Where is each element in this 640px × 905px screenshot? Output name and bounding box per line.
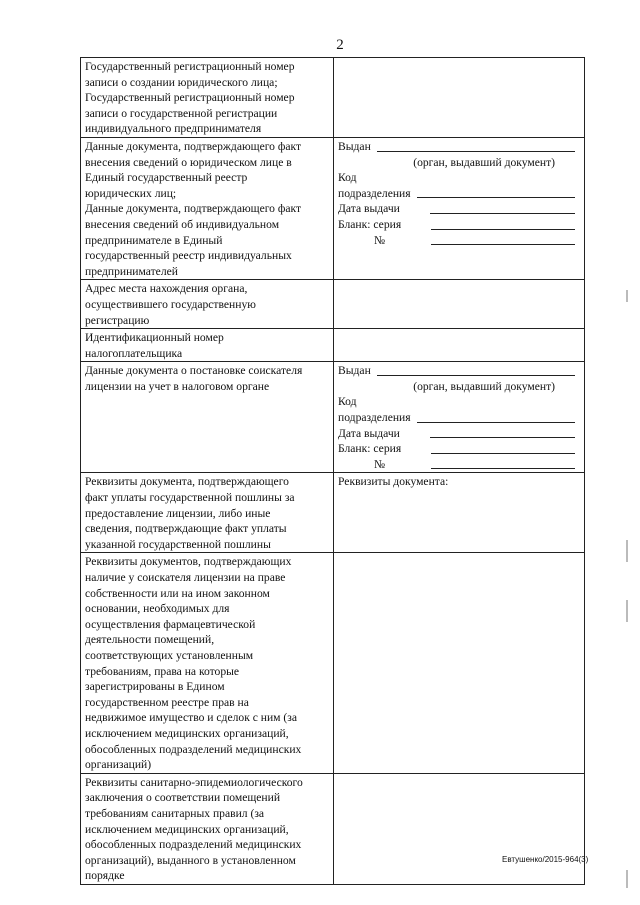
- issue-date-label: Дата выдачи: [338, 202, 400, 216]
- code-label: Код: [338, 395, 357, 409]
- text-line: недвижимое имущество и сделок с ним (за: [85, 711, 297, 725]
- row-state-fee: [81, 473, 585, 553]
- text-line: сведения, подтверждающие факт уплаты: [85, 522, 287, 536]
- issued-label: Выдан: [338, 139, 371, 153]
- division-label: подразделения: [338, 186, 411, 200]
- text-line: регистрацию: [85, 313, 150, 327]
- text-line: Данные документа, подтверждающего факт: [85, 202, 302, 216]
- taxpayer-id-field[interactable]: [334, 329, 585, 362]
- row-registration-number: [81, 58, 585, 138]
- issue-date-input[interactable]: [430, 436, 575, 438]
- form-series-input[interactable]: [431, 228, 575, 230]
- text-line: факт уплаты государственной пошлины за: [85, 491, 295, 505]
- issuer-caption: (орган, выдавший документ): [413, 155, 555, 169]
- division-code-input[interactable]: [417, 196, 575, 198]
- scan-margin-mark: [626, 870, 628, 888]
- text-line: обособленных подразделений медицинских: [85, 742, 302, 756]
- tax-registration-label: [81, 362, 334, 473]
- text-line: деятельности помещений,: [85, 633, 215, 647]
- text-line: организаций), выданного в установленном: [85, 853, 296, 867]
- state-fee-field[interactable]: [334, 473, 585, 553]
- text-line: Реквизиты документа, подтверждающего: [85, 475, 289, 489]
- text-line: налогоплательщика: [85, 346, 183, 360]
- text-line: осуществления фармацевтической: [85, 617, 256, 631]
- text-line: лицензии на учет в налоговом органе: [85, 379, 270, 393]
- row-tax-registration: [81, 362, 585, 473]
- text-line: требованиям, права на которые: [85, 664, 240, 678]
- code-label: Код: [338, 171, 357, 185]
- division-code-input[interactable]: [417, 421, 575, 423]
- text-line: Государственный регистрационный номер: [85, 60, 295, 73]
- premises-rights-label: [81, 553, 334, 773]
- row-taxpayer-id: [81, 329, 585, 362]
- text-line: заключения о соответствии помещений: [85, 791, 281, 805]
- authority-address-field[interactable]: [334, 280, 585, 329]
- authority-address-label: [81, 280, 334, 329]
- text-line: основании, необходимых для: [85, 602, 230, 616]
- text-line: записи о создании юридического лица;: [85, 75, 278, 89]
- text-line: Идентификационный номер: [85, 331, 224, 345]
- text-line: предоставление лицензии, либо иные: [85, 506, 271, 520]
- issue-date-input[interactable]: [430, 212, 575, 214]
- registration-number-label: [81, 58, 334, 138]
- text-line: Государственный регистрационный номер: [85, 91, 295, 105]
- footer-reference: Евтушенко/2015-964(3): [502, 855, 589, 864]
- registry-document-label: [81, 137, 334, 279]
- issued-label: Выдан: [338, 364, 371, 378]
- text-line: требованиям санитарных правил (за: [85, 806, 265, 820]
- text-line: государственном реестре прав на: [85, 695, 249, 709]
- text-line: соответствующих установленным: [85, 648, 254, 662]
- text-line: наличие у соискателя лицензии на праве: [85, 571, 286, 584]
- text-line: исключением медицинских организаций,: [85, 726, 289, 740]
- row-premises-rights: [81, 553, 585, 773]
- scan-margin-mark: [626, 290, 628, 302]
- page-number: 2: [336, 37, 344, 53]
- text-line: исключением медицинских организаций,: [85, 822, 289, 836]
- scan-margin-mark: [626, 600, 628, 622]
- form-number-input[interactable]: [431, 243, 575, 245]
- scan-margin-mark: [626, 540, 628, 562]
- text-line: порядке: [85, 869, 125, 883]
- state-fee-label: [81, 473, 334, 553]
- issued-by-input[interactable]: [377, 150, 575, 152]
- number-label: №: [374, 457, 386, 471]
- registry-document-fields: [334, 137, 585, 279]
- text-line: Единый государственный реестр: [85, 171, 248, 185]
- sanitary-conclusion-field[interactable]: [334, 773, 585, 884]
- text-line: предпринимателе в Единый: [85, 233, 223, 247]
- text-line: указанной государственной пошлины: [85, 537, 271, 551]
- text-line: обособленных подразделений медицинских: [85, 838, 302, 852]
- text-line: осуществившего государственную: [85, 297, 256, 311]
- row-sanitary-conclusion: [81, 773, 585, 884]
- text-line: Адрес места нахождения органа,: [85, 282, 248, 296]
- form-number-input[interactable]: [431, 467, 575, 469]
- text-line: предпринимателей: [85, 264, 178, 278]
- registration-number-field[interactable]: [334, 58, 585, 138]
- text-line: юридических лиц;: [85, 186, 177, 200]
- tax-registration-fields: [334, 362, 585, 473]
- text-line: Реквизиты документов, подтверждающих: [85, 555, 292, 569]
- issuer-caption: (орган, выдавший документ): [413, 379, 555, 393]
- form-series-input[interactable]: [431, 452, 575, 454]
- number-label: №: [374, 233, 386, 247]
- text-line: внесения сведений об индивидуальном: [85, 217, 280, 231]
- issued-by-input[interactable]: [377, 374, 575, 376]
- text-line: внесения сведений о юридическом лице в: [85, 155, 292, 169]
- text-line: записи о государственной регистрации: [85, 106, 278, 120]
- form-series-label: Бланк: серия: [338, 442, 402, 456]
- application-form-table: [80, 57, 585, 885]
- text-line: зарегистрированы в Едином: [85, 680, 225, 694]
- form-series-label: Бланк: серия: [338, 217, 402, 231]
- row-registry-document: [81, 137, 585, 279]
- text-line: собственности или на ином законном: [85, 586, 270, 600]
- taxpayer-id-label: [81, 329, 334, 362]
- text-line: индивидуального предпринимателя: [85, 122, 262, 136]
- text-line: организаций): [85, 758, 152, 772]
- text-line: Реквизиты санитарно-эпидемиологического: [85, 775, 303, 789]
- document-details-label: Реквизиты документа:: [338, 475, 449, 489]
- text-line: государственный реестр индивидуальных: [85, 249, 292, 263]
- text-line: Данные документа о постановке соискателя: [85, 364, 303, 378]
- division-label: подразделения: [338, 411, 411, 425]
- premises-rights-field[interactable]: [334, 553, 585, 773]
- row-authority-address: [81, 280, 585, 329]
- sanitary-conclusion-label: [81, 773, 334, 884]
- text-line: Данные документа, подтверждающего факт: [85, 139, 302, 153]
- issue-date-label: Дата выдачи: [338, 426, 400, 440]
